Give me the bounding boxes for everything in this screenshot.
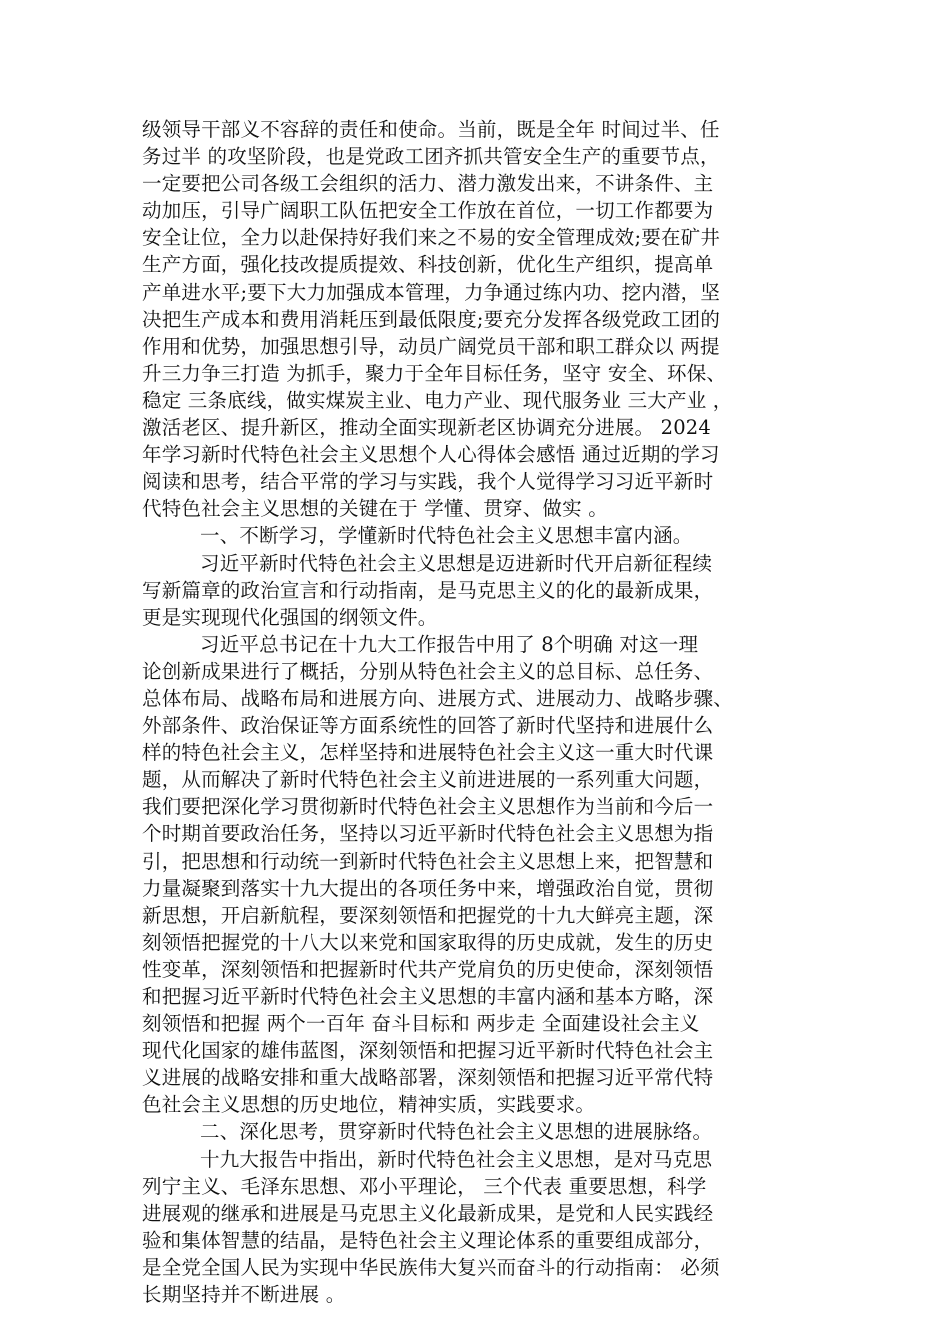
- text-line: 样的特色社会主义，怎样坚持和进展特色社会主义这一重大时代课: [142, 741, 714, 765]
- text-line: 阅读和思考，结合平常的学习与实践，我个人觉得学习习近平新时: [142, 470, 714, 494]
- text-line: 和把握习近平新时代特色社会主义思想的丰富内涵和基本方略，深: [142, 985, 714, 1008]
- text-line: 新思想，开启新航程，要深刻领悟和把握党的十九大鲜亮主题，深: [142, 903, 714, 927]
- text-line: 务过半 的攻坚阶段，也是党政工团齐抓共管安全生产的重要节点，: [142, 145, 720, 169]
- text-line: 决把生产成本和费用消耗压到最低限度;要充分发挥各级党政工团的: [142, 307, 721, 331]
- text-line: 力量凝聚到落实十九大提出的各项任务中来，增强政治自觉，贯彻: [142, 876, 714, 900]
- text-line: 一定要把公司各级工会组织的活力、潜力激发出来，不讲条件、主: [142, 172, 714, 196]
- text-line: 长期坚持并不断进展 。: [142, 1283, 346, 1307]
- paragraph-start-line: 十九大报告中指出，新时代特色社会主义思想，是对马克思: [200, 1147, 713, 1171]
- text-line: 引，把思想和行动统一到新时代特色社会主义思想上来，把智慧和: [142, 849, 714, 873]
- text-line: 是全党全国人民为实现中华民族伟大复兴而奋斗的行动指南： 必须: [142, 1255, 720, 1279]
- text-line: 色社会主义思想的历史地位，精神实质，实践要求。: [142, 1093, 596, 1117]
- text-line: 总体布局、战略布局和进展方向、进展方式、进展动力、战略步骤、: [142, 686, 734, 710]
- text-line: 作用和优势，加强思想引导，动员广阔党员干部和职工群众以 两提: [142, 334, 720, 358]
- text-line: 动加压，引导广阔职工队伍把安全工作放在首位，一切工作都要为: [142, 199, 714, 223]
- text-line: 外部条件、政治保证等方面系统性的回答了新时代坚持和进展什么: [142, 714, 714, 738]
- text-line: 更是实现现代化强国的纲领文件。: [142, 605, 438, 629]
- paragraph-start-line: 习近平总书记在十九大工作报告中用了 8个明确 对这一理: [200, 632, 699, 656]
- text-line: 年学习新时代特色社会主义思想个人心得体会感悟 通过近期的学习: [142, 443, 720, 467]
- section-heading: 一、不断学习，学懂新时代特色社会主义思想丰富内涵。: [200, 524, 693, 548]
- text-line: 列宁主义、毛泽东思想、邓小平理论， 三个代表 重要思想，科学: [142, 1174, 707, 1198]
- text-line: 激活老区、提升新区，推动全面实现新老区协调充分进展。 2024: [142, 416, 712, 440]
- text-line: 刻领悟把握党的十八大以来党和国家取得的历史成就，发生的历史: [142, 930, 714, 954]
- text-line: 代特色社会主义思想的关键在于 学懂、贯穿、做实 。: [142, 497, 608, 521]
- text-line: 刻领悟和把握 两个一百年 奋斗目标和 两步走 全面建设社会主义: [142, 1012, 700, 1036]
- text-line: 生产方面，强化技改提质提效、科技创新，优化生产组织，提高单: [142, 253, 714, 277]
- text-line: 级领导干部义不容辞的责任和使命。当前，既是全年 时间过半、任: [142, 118, 720, 141]
- text-line: 进展观的继承和进展是马克思主义化最新成果，是党和人民实践经: [142, 1201, 714, 1225]
- text-line: 个时期首要政治任务，坚持以习近平新时代特色社会主义思想为指: [142, 822, 714, 846]
- text-line: 现代化国家的雄伟蓝图，深刻领悟和把握习近平新时代特色社会主: [142, 1039, 714, 1063]
- text-line: 稳定 三条底线，做实煤炭主业、电力产业、现代服务业 三大产业 ，: [142, 388, 733, 412]
- text-line: 安全让位，全力以赴保持好我们来之不易的安全管理成效;要在矿井: [142, 226, 721, 250]
- text-line: 写新篇章的政治宣言和行动指南，是马克思主义的化的最新成果，: [142, 578, 714, 602]
- text-line: 升三力争三打造 为抓手，聚力于全年目标任务，坚守 安全、环保、: [142, 361, 727, 385]
- text-line: 产单进水平;要下大力加强成本管理，力争通过练内功、挖内潜，坚: [142, 280, 721, 304]
- text-line: 义进展的战略安排和重大战略部署，深刻领悟和把握习近平常代特: [142, 1066, 714, 1090]
- text-line: 论创新成果进行了概括，分别从特色社会主义的总目标、总任务、: [142, 659, 714, 683]
- text-line: 性变革，深刻领悟和把握新时代共产党肩负的历史使命，深刻领悟: [142, 957, 714, 981]
- paragraph-start-line: 习近平新时代特色社会主义思想是迈进新时代开启新征程续: [200, 551, 713, 575]
- text-line: 验和集体智慧的结晶，是特色社会主义理论体系的重要组成部分，: [142, 1228, 714, 1252]
- document-body: [142, 116, 832, 1308]
- text-line: 我们要把深化学习贯彻新时代特色社会主义思想作为当前和今后一: [142, 795, 714, 819]
- text-line: 题，从而解决了新时代特色社会主义前进进展的一系列重大问题，: [142, 768, 714, 792]
- section-heading: 二、深化思考，贯穿新时代特色社会主义思想的进展脉络。: [200, 1120, 713, 1144]
